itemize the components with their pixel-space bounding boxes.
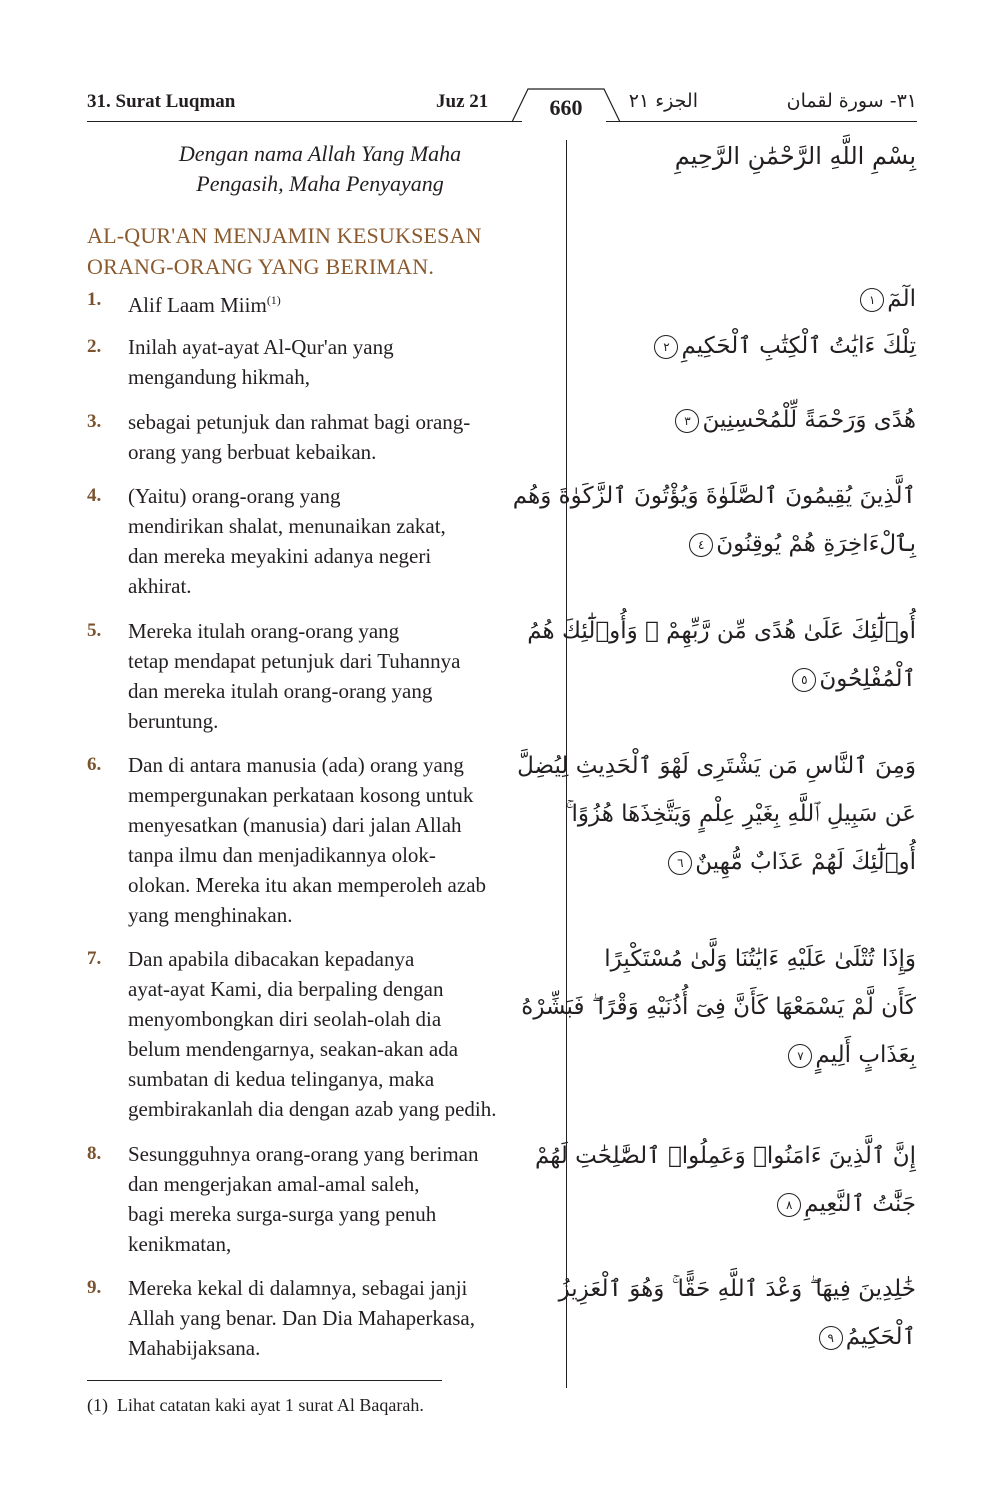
arabic-line: وَإِذَا تُتْلَىٰ عَلَيْهِ ءَايَٰتُنَا وَلَّىٰ مُسْتَكْبِرًا — [604, 946, 916, 972]
arabic-line: ٱلْمُفْلِحُونَ٥ — [580, 655, 916, 703]
verse-line: menyombongkan diri seolah-olah dia — [128, 1007, 442, 1031]
verse-line: sebagai petunjuk dan rahmat bagi orang- — [128, 410, 471, 434]
verse-line: ayat-ayat Kami, dia berpaling dengan — [128, 977, 444, 1001]
arabic-verse-1 — [580, 275, 916, 323]
arabic-line: هُدًى وَرَحْمَةً لِّلْمُحْسِنِينَ٣ — [580, 396, 916, 444]
ayah-end-marker: ٩ — [819, 1326, 843, 1350]
footnote-rule — [87, 1380, 442, 1381]
verse-line: Allah yang benar. Dan Dia Mahaperkasa, — [128, 1306, 475, 1330]
verse-line: Mereka kekal di dalamnya, sebagai janji — [128, 1276, 468, 1300]
verse-text-8 — [128, 1139, 479, 1259]
arabic-line: وَمِنَ ٱلنَّاسِ مَن يَشْتَرِى لَهْوَ ٱلْحَدِيثِ لِيُضِلَّ — [517, 753, 916, 779]
footnote-ref: (1) — [266, 293, 281, 307]
ayah-end-marker: ٤ — [689, 533, 713, 557]
verse-text-9 — [128, 1273, 475, 1363]
arabic-verse-2 — [580, 322, 916, 370]
verse-line: akhirat. — [128, 574, 192, 598]
verse-line: mempergunakan perkataan kosong untuk — [128, 783, 474, 807]
verse-line: orang yang berbuat kebaikan. — [128, 440, 377, 464]
verse-line: mendirikan shalat, menunaikan zakat, — [128, 514, 446, 538]
section-title — [87, 220, 482, 282]
verse-line: bagi mereka surga-surga yang penuh — [128, 1202, 437, 1226]
verse-number-3: 3. — [87, 411, 102, 432]
arabic-verse-5 — [527, 607, 916, 703]
ayah-end-marker: ٥ — [792, 668, 816, 692]
arabic-verse-6 — [517, 742, 916, 886]
verse-text-2 — [128, 332, 394, 392]
verse-number-9: 9. — [87, 1277, 102, 1298]
verse-number-6: 6. — [87, 754, 102, 775]
arabic-line: ٱلْحَكِيمُ٩ — [580, 1313, 916, 1361]
verse-line: Inilah ayat-ayat Al-Qur'an yang — [128, 335, 394, 359]
header-surah-arabic: ٣١- سورة لقمان — [786, 90, 917, 112]
arabic-verse-7 — [521, 935, 916, 1079]
footnote-marker: (1) — [87, 1395, 108, 1415]
verse-text-5 — [128, 616, 460, 736]
verse-line: menyesatkan (manusia) dari jalan Allah — [128, 813, 462, 837]
page-number: 660 — [549, 95, 583, 120]
ayah-end-marker: ٦ — [668, 851, 692, 875]
ayah-end-marker: ١ — [860, 288, 884, 312]
basmalah-translation — [140, 139, 500, 199]
footnote-text: Lihat catatan kaki ayat 1 surat Al Baqarah. — [117, 1395, 424, 1415]
verse-number-4: 4. — [87, 485, 102, 506]
verse-line: yang menghinakan. — [128, 903, 293, 927]
arabic-line: إِنَّ ٱلَّذِينَ ءَامَنُوا۟ وَعَمِلُوا۟ ٱلصَّٰلِحَٰتِ لَهُمْ — [534, 1143, 916, 1169]
arabic-verse-3 — [580, 396, 916, 444]
arabic-line: جَنَّٰتُ ٱلنَّعِيمِ٨ — [580, 1180, 916, 1228]
verse-line: tetap mendapat petunjuk dari Tuhannya — [128, 649, 461, 673]
ayah-end-marker: ٣ — [675, 409, 699, 433]
basmalah-translation-line2: Pengasih, Maha Penyayang — [196, 171, 444, 196]
verse-text-3 — [128, 407, 470, 467]
verse-line: (Yaitu) orang-orang yang — [128, 484, 341, 508]
section-title-line1: AL-QUR'AN MENJAMIN KESUKSESAN — [87, 223, 482, 248]
footnote — [87, 1395, 424, 1416]
verse-number-1: 1. — [87, 289, 102, 310]
verse-line: Sesungguhnya orang-orang yang beriman — [128, 1142, 479, 1166]
ayah-end-marker: ٢ — [654, 335, 678, 359]
arabic-verse-8 — [534, 1132, 916, 1228]
header-juz-latin: Juz 21 — [436, 91, 489, 112]
verse-text-1 — [128, 285, 281, 320]
verse-line: tanpa ilmu dan menjadikannya olok- — [128, 843, 436, 867]
arabic-line: بِعَذَابٍ أَلِيمٍ٧ — [580, 1031, 916, 1079]
verse-line: Mereka itulah orang-orang yang — [128, 619, 400, 643]
arabic-line: أُو۟لَٰٓئِكَ لَهُمْ عَذَابٌ مُّهِينٌ٦ — [580, 838, 916, 886]
verse-line: olokan. Mereka itu akan memperoleh azab — [128, 873, 487, 897]
verse-line: Dan apabila dibacakan kepadanya — [128, 947, 415, 971]
verse-number-5: 5. — [87, 620, 102, 641]
arabic-line: تِلْكَ ءَايَٰتُ ٱلْكِتَٰبِ ٱلْحَكِيمِ٢ — [580, 322, 916, 370]
verse-number-7: 7. — [87, 948, 102, 969]
arabic-line: الٓمٓ١ — [580, 275, 916, 323]
verse-line: mengandung hikmah, — [128, 365, 310, 389]
verse-text-4 — [128, 481, 446, 601]
header-juz-arabic: الجزء ٢١ — [628, 90, 698, 112]
verse-line: belum mendengarnya, seakan-akan ada — [128, 1037, 459, 1061]
verse-text-6 — [128, 750, 486, 930]
verse-line: dan mereka itulah orang-orang yang — [128, 679, 433, 703]
verse-line: Mahabijaksana. — [128, 1336, 261, 1360]
verse-line: kenikmatan, — [128, 1232, 232, 1256]
arabic-line: ٱلَّذِينَ يُقِيمُونَ ٱلصَّلَوٰةَ وَيُؤْتُونَ ٱلزَّكَوٰةَ وَهُم — [512, 483, 916, 509]
verse-line: Alif Laam Miim — [128, 293, 267, 317]
ayah-end-marker: ٧ — [788, 1044, 812, 1068]
verse-text-7 — [128, 944, 497, 1124]
basmalah-translation-line1: Dengan nama Allah Yang Maha — [178, 141, 462, 166]
verse-line: beruntung. — [128, 709, 219, 733]
header-rule-left — [87, 121, 522, 122]
header-rule-right — [606, 121, 917, 122]
arabic-line: أُو۟لَٰٓئِكَ عَلَىٰ هُدًى مِّن رَّبِّهِمْ ۖ وَأُو۟لَٰٓئِكَ هُمُ — [527, 618, 916, 644]
header-surah-latin: 31. Surat Luqman — [87, 91, 236, 112]
verse-line: dan mengerjakan amal-amal saleh, — [128, 1172, 420, 1196]
arabic-line: عَن سَبِيلِ ٱللَّهِ بِغَيْرِ عِلْمٍ وَيَتَّخِذَهَا هُزُوًا ۚ — [565, 801, 916, 827]
ayah-end-marker: ٨ — [777, 1193, 801, 1217]
section-title-line2: ORANG-ORANG YANG BERIMAN. — [87, 254, 435, 279]
arabic-line: بِٱلْءَاخِرَةِ هُمْ يُوقِنُونَ٤ — [580, 520, 916, 568]
verse-line: Dan di antara manusia (ada) orang yang — [128, 753, 464, 777]
arabic-verse-4 — [512, 472, 916, 568]
arabic-verse-9 — [558, 1265, 916, 1361]
verse-line: gembirakanlah dia dengan azab yang pedih. — [128, 1097, 497, 1121]
verse-number-2: 2. — [87, 336, 102, 357]
verse-number-8: 8. — [87, 1143, 102, 1164]
arabic-line: كَأَن لَّمْ يَسْمَعْهَا كَأَنَّ فِىٓ أُذُنَيْهِ وَقْرًا ۖ فَبَشِّرْهُ — [521, 994, 916, 1020]
arabic-line: خَٰلِدِينَ فِيهَا ۖ وَعْدَ ٱللَّهِ حَقًّا ۚ وَهُوَ ٱلْعَزِيزُ — [558, 1276, 916, 1302]
verse-line: sumbatan di kedua telinganya, maka — [128, 1067, 435, 1091]
basmalah-arabic: بِسْمِ اللَّهِ الرَّحْمَٰنِ الرَّحِيمِ — [674, 142, 916, 170]
verse-line: dan mereka meyakini adanya negeri — [128, 544, 432, 568]
